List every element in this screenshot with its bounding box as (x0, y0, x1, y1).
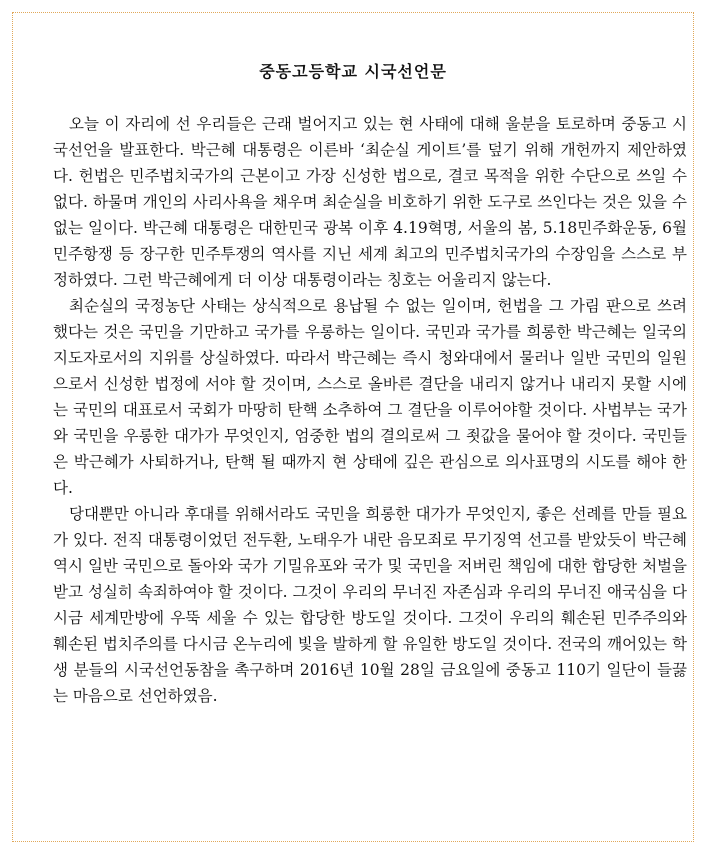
document-frame (12, 12, 694, 842)
document-title: 중동고등학교 시국선언문 (259, 62, 447, 81)
paragraph-2: 최순실의 국정농단 사태는 상식적으로 용납될 수 없는 일이며, 헌법을 그 가림 판으로 쓰려 했다는 것은 국민을 기만하고 국가를 우롱하는 일이다. 국민과 국가를 희롱한 박근혜는 일국의 지도자로서의 지위를 상실하였다. 따라서 박근혜는 즉시 청와대에서 물러나 일반 국민의 일원으로서 신성한 법정에 서야 할 것이며, 스스로 올바른 결단을 내리지 않거나 내리지 못할 시에는 국민의 대표로서 국회가 마땅히 탄핵 소추하여 그 결단을 이루어야할 것이다. 사법부는 국가와 국민을 우롱한 대가가 무엇인지, 엄중한 법의 결의로써 그 죗값을 물어야 할 것이다. 국민들은 박근혜가 사퇴하거나, 탄핵 될 때까지 현 상태에 깊은 관심으로 의사표명의 시도를 해야 한다. (53, 297, 687, 497)
paragraph-1: 오늘 이 자리에 선 우리들은 근래 벌어지고 있는 현 사태에 대해 울분을 토로하며 중동고 시국선언을 발표한다. 박근혜 대통령은 이른바 ‘최순실 게이트’를 덮기 위해 개헌까지 제안하였다. 헌법은 민주법치국가의 근본이고 가장 신성한 법으로, 결코 목적을 위한 수단으로 쓰일 수 없다. 하물며 개인의 사리사욕을 채우며 최순실을 비호하기 위한 도구로 쓰인다는 것은 있을 수 없는 일이다. 박근혜 대통령은 대한민국 광복 이후 4.19혁명, 서울의 봄, 5.18민주화운동, 6월 민주항쟁 등 장구한 민주투쟁의 역사를 지닌 세계 최고의 민주법치국가의 수장임을 스스로 부정하였다. 그런 박근혜에게 더 이상 대통령이라는 칭호는 어울리지 않는다. (53, 115, 687, 289)
document-body (53, 111, 687, 709)
paragraph-3: 당대뿐만 아니라 후대를 위해서라도 국민을 희롱한 대가가 무엇인지, 좋은 선례를 만들 필요가 있다. 전직 대통령이었던 전두환, 노태우가 내란 음모죄로 무기징역 선고를 받았듯이 박근혜 역시 일반 국민으로 돌아와 국가 기밀유포와 국가 및 국민을 저버린 책임에 대한 합당한 처벌을 받고 성실히 속죄하여야 할 것이다. 그것이 우리의 무너진 자존심과 우리의 무너진 애국심을 다시금 세계만방에 우뚝 세울 수 있는 합당한 방도일 것이다. 그것이 우리의 훼손된 민주주의와 훼손된 법치주의를 다시금 온누리에 빛을 발하게 할 유일한 방도일 것이다. 전국의 깨어있는 학생 분들의 시국선언동참을 촉구하며 2016년 10월 28일 금요일에 중동고 110기 일단이 들끓는 마음으로 선언하였음. (53, 505, 687, 705)
